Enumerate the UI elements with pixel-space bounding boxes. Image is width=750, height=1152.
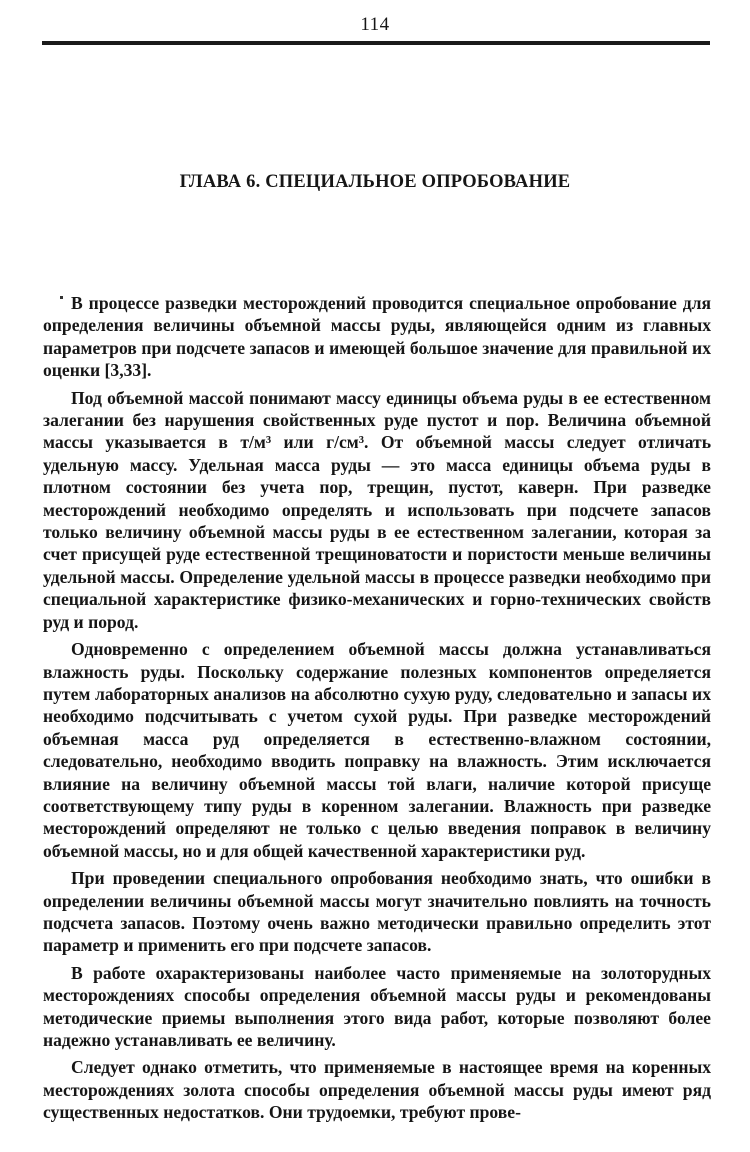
paragraph: Следует однако отметить, что применяемые в настоящее время на коренных месторождениях золота способы определения объемной массы руды имеют ряд существенных недостатков. Они трудоемки, требуют прове- [43, 1057, 711, 1123]
page-number: 114 [360, 14, 390, 35]
paragraph: Под объемной массой понимают массу единицы объема руды в ее естественном залегании без нарушения свойственных руде пустот и пор. Величина объемной массы указывается в т/м³ или г/см³. От объемной массы следует отличать удельную массу. Удельная масса руды — это масса единицы объема руды в плотном состоянии без учета пор, трещин, пустот, каверн. При разведке месторождений необходимо определять и использовать при подсчете запасов только величину объемной массы руды в ее естественном залегании, которая за счет присущей руде естественной трещиноватости и пористости меньше величины удельной массы. Определение удельной массы в процессе разведки необходимо при специальной характеристике физико-механических и горно-технических свойств руд и пород. [43, 387, 711, 632]
paragraph: В работе охарактеризованы наиболее часто применяемые на золоторудных месторождениях способы определения объемной массы руды и рекомендованы методические приемы выполнения этого вида работ, которые позволяют более надежно устанавливать ее величину. [43, 962, 711, 1050]
paragraph: Одновременно с определением объемной массы должна устанавливаться влажность руды. Поскольку содержание полезных компонентов определяется путем лабораторных анализов на абсолютно сухую руду, следовательно и запасы их необходимо подсчитывать с учетом сухой руды. При разведке месторождений объемная масса руд определяется в естественно-влажном состоянии, следовательно, необходимо вводить поправку на влажность. Этим исключается влияние на величину объемной массы той влаги, наличие которой присуще соответствующему типу руды в коренном залегании. Влажность при разведке месторождений определяют не только с целью введения поправок в величину объемной массы, но и для общей качественной характеристики руд. [43, 639, 711, 861]
paragraph: В процессе разведки месторождений проводится специальное опробование для определения величины объемной массы руды, являющейся одним из главных параметров при подсчете запасов и имеющей большое значение для правильной их оценки [3,33]. [43, 293, 711, 381]
chapter-title: ГЛАВА 6. СПЕЦИАЛЬНОЕ ОПРОБОВАНИЕ [179, 172, 571, 192]
header-rule [42, 41, 710, 45]
body-text [43, 292, 711, 1129]
paragraph: При проведении специального опробования необходимо знать, что ошибки в определении величины объемной массы могут значительно повлиять на точность подсчета запасов. Поэтому очень важно методически правильно определить этот параметр и применить его при подсчете запасов. [43, 868, 711, 956]
